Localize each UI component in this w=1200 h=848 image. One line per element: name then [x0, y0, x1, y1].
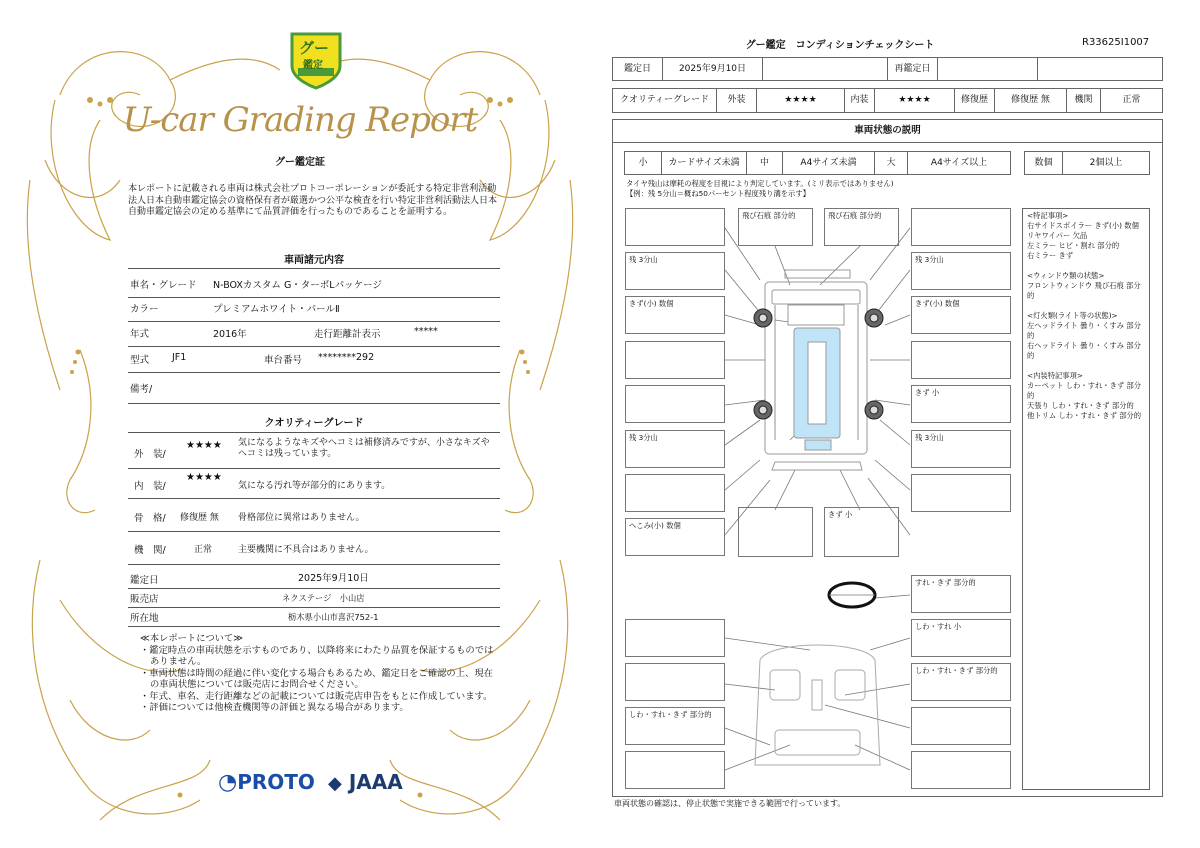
certificate-body: 本レポートに記載される車両は株式会社プロトコーポレーションが委託する特定非営利活動法人日本自動車鑑定協会の資格保有者が厳選かつ公平な検査を行い特定非営利活動法人日本自動車鑑定協会の定める基準にて品質評価を行ったものであることを証明する。 — [128, 184, 498, 217]
callout-right-3: きず(小) 数個 — [911, 296, 1011, 334]
label: 機 関/ — [134, 545, 166, 556]
note-line: 天張り しわ・すれ・きず 部分的 — [1027, 401, 1134, 410]
notes-title: ≪本レポートについて≫ — [140, 633, 243, 644]
note-item: ・年式、車名、走行距離などの記載については販売店申告をもとに作成しています。 — [140, 690, 493, 702]
engine-label: 機関 — [1067, 89, 1101, 112]
note-spacer — [1027, 361, 1145, 371]
callout-left-2: 残 3分山 — [625, 252, 725, 290]
jaaa-mark-icon: ◆ — [328, 773, 342, 794]
callout-left-7 — [625, 474, 725, 512]
callout-interior-r1: しわ・すれ 小 — [911, 619, 1011, 657]
description: 骨格部位に異常はありません。 — [238, 513, 365, 523]
engine-value: 正常 — [1122, 95, 1141, 105]
note-line: リヤワイパー 欠品 — [1027, 231, 1088, 240]
size-large: 大 — [875, 152, 908, 174]
stars: ★★★★ — [186, 472, 222, 483]
quality-row-interior — [128, 472, 500, 499]
footer-note: 車両状態の確認は、停止状態で実施できる範囲で行っています。 — [614, 799, 846, 808]
callout-right-5: きず 小 — [911, 385, 1011, 423]
value: ********292 — [318, 352, 375, 363]
label: 備考/ — [130, 384, 153, 395]
label: 鑑定日 — [130, 575, 159, 586]
note-item: ・鑑定時点の車両状態を示すものであり、以降将来にわたり品質を保証するものではありません。 — [140, 644, 494, 667]
callout-interior-r2: しわ・すれ・きず 部分的 — [911, 663, 1011, 701]
jaaa-logo: ◆ JAAA — [328, 770, 403, 794]
note-line: <灯火類(ライト等の状態)> — [1027, 311, 1118, 320]
report-notes — [136, 633, 496, 714]
steering-wheel-icon — [829, 583, 875, 607]
note-line: 左ミラー ヒビ・割れ 部分的 — [1027, 241, 1120, 250]
callout-left-8: へこみ(小) 数個 — [625, 518, 725, 556]
int-label: 内装 — [845, 89, 875, 112]
callout-left-5 — [625, 385, 725, 423]
value: N-BOXカスタム G・ターボLパッケージ — [213, 280, 382, 291]
callout-interior-r4 — [911, 751, 1011, 789]
proto-logo: ◔PROTO — [218, 770, 315, 795]
description: 主要機関に不具合はありません。 — [238, 545, 374, 555]
info-row-date — [128, 570, 500, 589]
ext-stars: ★★★★ — [757, 89, 845, 112]
tire-note: タイヤ残山は摩耗の程度を目視により判定しています。(ミリ表示ではありません) — [626, 179, 894, 188]
quality-row-engine — [128, 540, 500, 565]
report-title: U-car Grading Report — [122, 100, 478, 140]
spec-row-remarks — [128, 381, 500, 404]
spec-row-name — [128, 277, 500, 298]
size-mid: 中 — [747, 152, 783, 174]
callout-interior-l2 — [625, 663, 725, 701]
note-spacer — [1027, 261, 1145, 271]
callout-interior-l4 — [625, 751, 725, 789]
description: 気になるようなキズやヘコミは補修済みですが、小さなキズやヘコミは残っています。 — [238, 438, 490, 459]
certificate-title: グー鑑定証 — [275, 157, 325, 168]
callout-interior-l3: しわ・すれ・きず 部分的 — [625, 707, 725, 745]
note-line: 右ヘッドライト 曇り・くすみ 部分的 — [1027, 341, 1141, 360]
special-notes-box — [1022, 208, 1150, 790]
repair-label: 修復歴 — [955, 89, 995, 112]
date-label: 鑑定日 — [613, 58, 663, 80]
value: 修復歴 無 — [180, 513, 219, 523]
ext-label: 外装 — [717, 89, 757, 112]
spec-row-year — [128, 326, 500, 347]
tire-example: 【例：残 5分山＝概ね50パーセント程度残り溝を示す】 — [626, 189, 810, 198]
size-mid-desc: A4サイズ未満 — [783, 152, 875, 174]
description: 気になる汚れ等が部分的にあります。 — [238, 481, 391, 491]
count-label: 数個 — [1025, 152, 1063, 174]
label: 内 装/ — [134, 481, 166, 492]
size-small-desc: カードサイズ未満 — [662, 152, 747, 174]
value: 正常 — [194, 545, 213, 555]
callout-right-6: 残 3分山 — [911, 430, 1011, 468]
value: プレミアムホワイト・パールⅡ — [213, 304, 340, 315]
goo-appraisal-badge — [288, 28, 344, 92]
callout-left-6: 残 3分山 — [625, 430, 725, 468]
callout-right-4 — [911, 341, 1011, 379]
value: JF1 — [172, 352, 187, 363]
note-line: フロントウィンドウ 飛び石痕 部分的 — [1027, 281, 1141, 300]
size-small: 小 — [625, 152, 662, 174]
note-line: 左ヘッドライト 曇り・くすみ 部分的 — [1027, 321, 1141, 340]
spec-section-title: 車両諸元内容 — [284, 255, 344, 266]
callout-bottom-2: きず 小 — [824, 507, 899, 557]
label: 所在地 — [130, 613, 159, 624]
note-line: 右ミラー きず — [1027, 251, 1074, 260]
note-item: ・車両状態は時間の経過に伴い変化する場合もあるため、鑑定日をご確認の上、現在の車両状態については販売店にお問合せください。 — [140, 667, 493, 690]
sheet-title: グー鑑定 コンディションチェックシート — [745, 40, 935, 51]
note-line: <内装特記事項> — [1027, 371, 1084, 380]
note-spacer — [1027, 301, 1145, 311]
value: 2016年 — [213, 329, 247, 340]
callout-right-1 — [911, 208, 1011, 246]
label: 年式 — [130, 329, 150, 340]
label: 車名・グレード — [130, 280, 197, 291]
int-stars: ★★★★ — [875, 89, 955, 112]
badge-subtext: 鑑定 — [303, 60, 323, 71]
note-item: ・評価については他検査機関等の評価と異なる場合があります。 — [140, 702, 409, 713]
callout-right-2: 残 3分山 — [911, 252, 1011, 290]
reinspect-label: 再鑑定日 — [888, 58, 938, 80]
value: ***** — [414, 326, 438, 337]
callout-top-1: 飛び石痕 部分的 — [738, 208, 813, 246]
info-row-address — [128, 610, 500, 627]
condition-check-sheet-page — [600, 0, 1200, 848]
label: 車台番号 — [264, 355, 303, 366]
label: 販売店 — [130, 594, 159, 605]
callout-top-2: 飛び石痕 部分的 — [824, 208, 899, 246]
quality-row-exterior — [128, 438, 500, 469]
info-row-shop — [128, 590, 500, 608]
note-line: <特記事項> — [1027, 211, 1069, 220]
callout-left-1 — [625, 208, 725, 246]
callout-interior-r3 — [911, 707, 1011, 745]
qg-label: クオリティーグレード — [613, 89, 717, 112]
label: カラー — [130, 304, 159, 315]
label: 骨 格/ — [134, 513, 166, 524]
note-line: 他トリム しわ・すれ・きず 部分的 — [1027, 411, 1142, 420]
condition-title: 車両状態の説明 — [612, 120, 1163, 143]
report-id: R33625I1007 — [1082, 37, 1150, 48]
proto-mark-icon: ◔ — [218, 770, 238, 795]
stars: ★★★★ — [186, 440, 222, 451]
quality-section-title: クオリティーグレード — [264, 418, 364, 429]
spec-row-color — [128, 301, 500, 322]
badge-text: グー — [299, 39, 330, 57]
divider — [128, 432, 500, 433]
quality-row-frame — [128, 507, 500, 532]
label: 型式 — [130, 355, 150, 366]
note-line: 右サイドスポイラー きず(小) 数個 — [1027, 221, 1139, 230]
callout-left-4 — [625, 341, 725, 379]
date-value: 2025年9月10日 — [663, 58, 763, 80]
callout-interior-l1 — [625, 619, 725, 657]
count-desc: 2個以上 — [1089, 158, 1123, 168]
label: 走行距離計表示 — [314, 329, 381, 340]
value: ネクステージ 小山店 — [282, 593, 365, 603]
callout-left-3: きず(小) 数個 — [625, 296, 725, 334]
label: 外 装/ — [134, 449, 166, 460]
note-line: カーペット しわ・すれ・きず 部分的 — [1027, 381, 1142, 400]
size-large-desc: A4サイズ以上 — [930, 158, 988, 168]
callout-bottom-1 — [738, 507, 813, 557]
divider — [128, 268, 500, 269]
note-line: <ウィンドウ類の状態> — [1027, 271, 1105, 280]
spec-row-model — [128, 352, 500, 373]
repair-value: 修復歴 無 — [995, 89, 1067, 112]
value: 2025年9月10日 — [298, 573, 369, 584]
callout-steering: すれ・きず 部分的 — [911, 575, 1011, 613]
value: 栃木県小山市喜沢752-1 — [288, 612, 379, 622]
callout-right-7 — [911, 474, 1011, 512]
